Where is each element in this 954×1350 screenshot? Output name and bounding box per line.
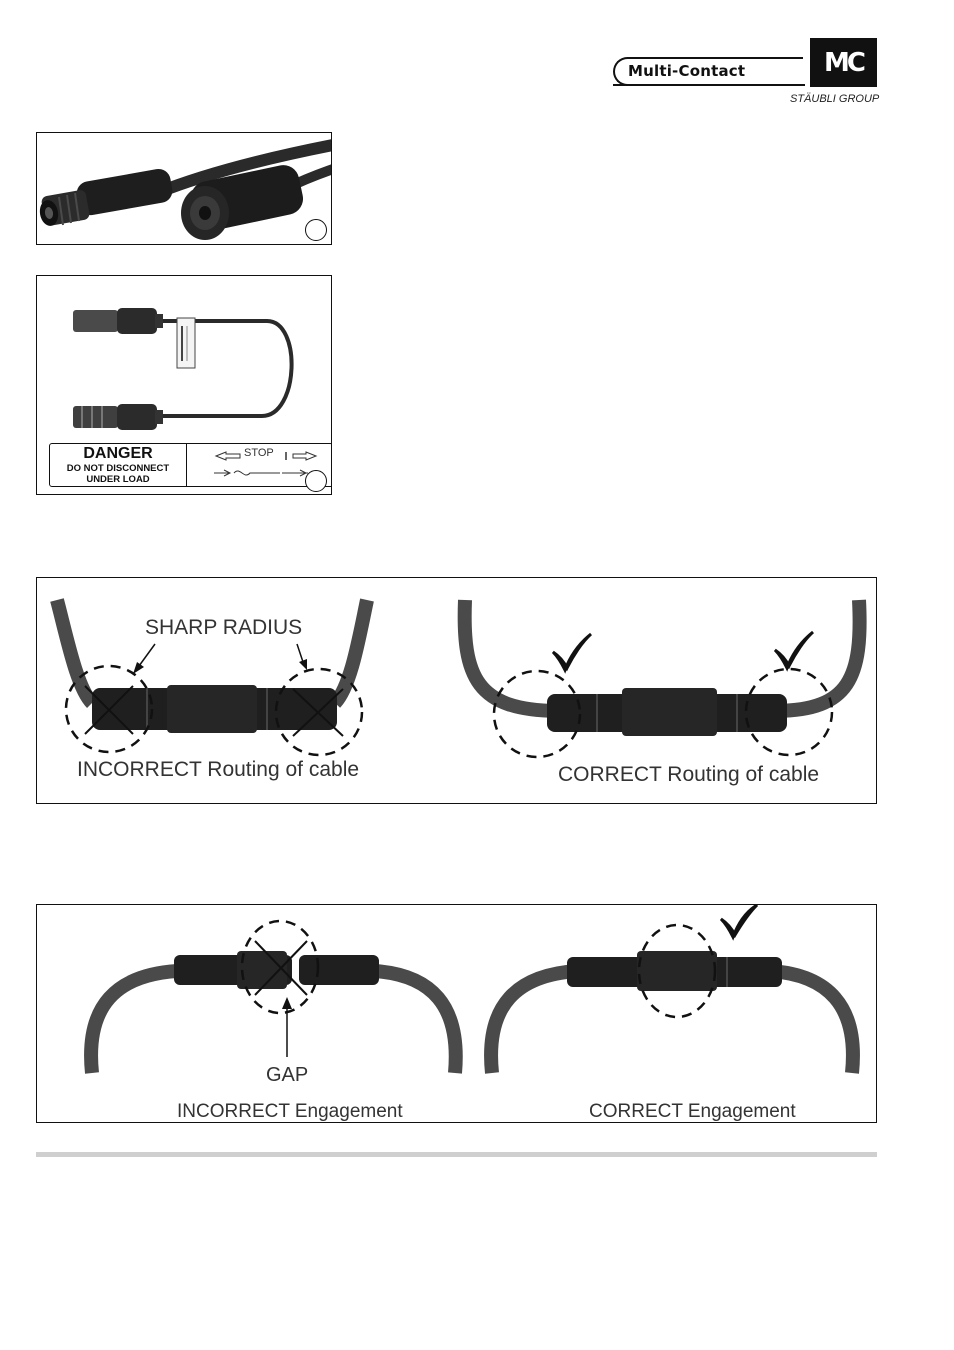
mc-logo-mark: MC xyxy=(810,38,877,87)
looped-cable-illustration xyxy=(37,276,332,441)
figure-number-badge xyxy=(305,470,327,492)
incorrect-engagement-caption: INCORRECT Engagement xyxy=(177,1101,403,1122)
correct-routing-cable-icon xyxy=(465,600,860,736)
cable-routing-illustration xyxy=(37,578,877,804)
female-connector-icon xyxy=(73,308,163,334)
arrow-icon xyxy=(297,644,303,662)
correct-routing-caption: CORRECT Routing of cable xyxy=(558,763,820,786)
danger-line-2: UNDER LOAD xyxy=(86,474,150,485)
danger-text-block xyxy=(50,444,187,486)
connector-engagement-illustration xyxy=(37,905,877,1123)
incorrect-routing-caption: INCORRECT Routing of cable xyxy=(77,758,360,781)
group-name: STÄUBLI GROUP xyxy=(790,93,880,105)
stop-text: STOP xyxy=(244,447,274,459)
correct-engagement-caption: CORRECT Engagement xyxy=(589,1101,796,1122)
sharp-radius-label: SHARP RADIUS xyxy=(145,616,303,639)
checkmark-icon xyxy=(553,634,591,670)
arrow-icon xyxy=(139,644,155,666)
footer-divider xyxy=(36,1152,877,1157)
danger-title: DANGER xyxy=(83,445,153,462)
danger-line-1: DO NOT DISCONNECT xyxy=(66,463,170,474)
cable-danger-tag-icon xyxy=(177,318,195,368)
brand-underline xyxy=(613,84,805,86)
danger-cable-frame xyxy=(36,275,332,495)
connector-pair-illustration xyxy=(37,133,332,245)
figure-number-badge xyxy=(305,219,327,241)
male-connector-icon xyxy=(73,404,163,430)
brand-name: Multi-Contact xyxy=(628,62,746,80)
danger-label xyxy=(49,443,332,487)
connector-photo-frame xyxy=(36,132,332,245)
checkmark-icon xyxy=(721,905,757,937)
checkmark-icon xyxy=(775,632,813,668)
gap-label: GAP xyxy=(266,1064,309,1086)
cable-routing-frame xyxy=(36,577,877,804)
correct-engagement-cable-icon xyxy=(491,951,853,1073)
engagement-frame xyxy=(36,904,877,1123)
